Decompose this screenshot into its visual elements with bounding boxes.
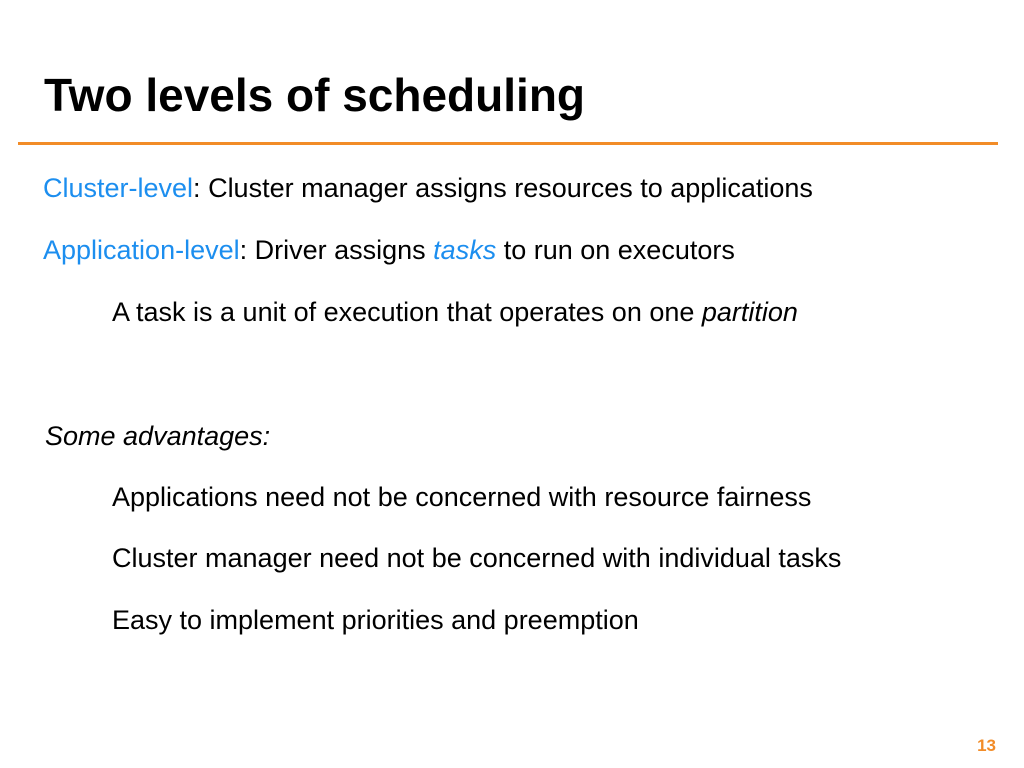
cluster-level-separator: : [193,173,201,203]
cluster-level-description: Cluster manager assigns resources to applications [200,173,813,203]
title-divider [18,142,998,145]
application-level-line [43,233,735,267]
page-number: 13 [977,736,996,755]
application-level-text-after: to run on executors [496,235,735,265]
slide-title: Two levels of scheduling [44,69,586,121]
task-definition-line [112,295,798,329]
advantages-heading: Some advantages: [45,421,271,451]
task-definition-text: A task is a unit of execution that operates on one [112,297,702,327]
application-level-separator: : [239,235,248,265]
advantage-item: Easy to implement priorities and preemption [112,605,639,635]
partition-emphasis: partition [701,297,798,327]
application-level-term: Application-level [43,235,240,265]
application-level-text-before: Driver assigns [247,235,434,265]
advantage-item: Applications need not be concerned with resource fairness [112,482,812,512]
advantage-item: Cluster manager need not be concerned with individual tasks [112,543,842,573]
cluster-level-line [43,171,813,205]
cluster-level-term: Cluster-level [43,173,194,203]
tasks-emphasis: tasks [433,235,497,265]
